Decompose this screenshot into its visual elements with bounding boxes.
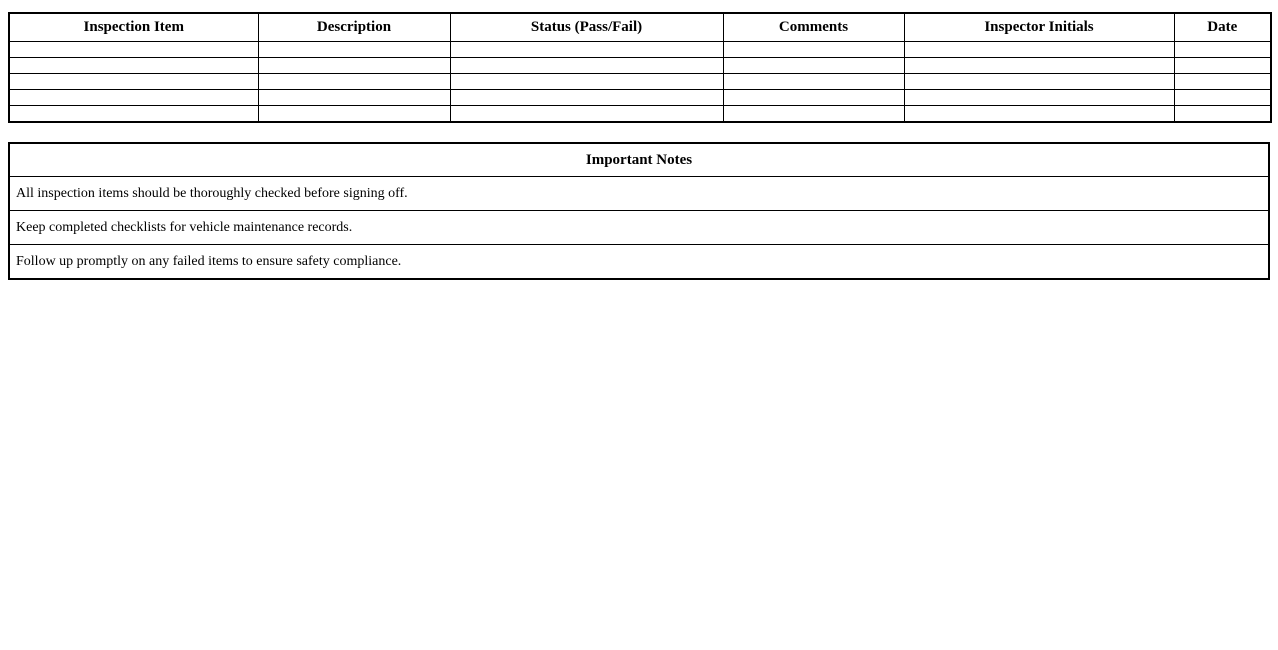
note-row-2 <box>9 211 1269 245</box>
header-description: Description <box>258 13 450 42</box>
note-row-1 <box>9 177 1269 211</box>
notes-header-row <box>9 143 1269 177</box>
header-inspector-initials: Inspector Initials <box>904 13 1174 42</box>
empty-cell-status <box>450 106 723 123</box>
empty-cell-comments <box>723 58 904 74</box>
empty-cell-comments <box>723 42 904 58</box>
inspection-row-3 <box>9 74 1271 90</box>
empty-cell-description <box>258 58 450 74</box>
header-comments: Comments <box>723 13 904 42</box>
empty-cell-initials <box>904 58 1174 74</box>
empty-cell-date <box>1174 58 1271 74</box>
empty-cell-comments <box>723 74 904 90</box>
note-text-3: Follow up promptly on any failed items to ensure safety compliance. <box>9 245 1269 280</box>
note-text-2: Keep completed checklists for vehicle maintenance records. <box>9 211 1269 245</box>
important-notes-table <box>8 142 1270 280</box>
note-text-1: All inspection items should be thoroughly checked before signing off. <box>9 177 1269 211</box>
header-date: Date <box>1174 13 1271 42</box>
empty-cell-item <box>9 42 258 58</box>
empty-cell-item <box>9 58 258 74</box>
empty-cell-status <box>450 58 723 74</box>
note-row-3 <box>9 245 1269 280</box>
inspection-checklist-table <box>8 12 1272 123</box>
empty-cell-item <box>9 106 258 123</box>
inspection-row-4 <box>9 90 1271 106</box>
empty-cell-item <box>9 74 258 90</box>
empty-cell-date <box>1174 74 1271 90</box>
empty-cell-initials <box>904 90 1174 106</box>
empty-cell-status <box>450 74 723 90</box>
empty-cell-comments <box>723 90 904 106</box>
inspection-row-1 <box>9 42 1271 58</box>
empty-cell-description <box>258 90 450 106</box>
header-status: Status (Pass/Fail) <box>450 13 723 42</box>
empty-cell-initials <box>904 106 1174 123</box>
inspection-table-header-row <box>9 13 1271 42</box>
inspection-row-5 <box>9 106 1271 123</box>
empty-cell-description <box>258 106 450 123</box>
empty-cell-date <box>1174 90 1271 106</box>
empty-cell-initials <box>904 42 1174 58</box>
empty-cell-description <box>258 74 450 90</box>
important-notes-title: Important Notes <box>9 143 1269 177</box>
empty-cell-status <box>450 90 723 106</box>
header-inspection-item: Inspection Item <box>9 13 258 42</box>
inspection-row-2 <box>9 58 1271 74</box>
empty-cell-item <box>9 90 258 106</box>
empty-cell-description <box>258 42 450 58</box>
empty-cell-date <box>1174 106 1271 123</box>
empty-cell-status <box>450 42 723 58</box>
empty-cell-initials <box>904 74 1174 90</box>
empty-cell-comments <box>723 106 904 123</box>
empty-cell-date <box>1174 42 1271 58</box>
